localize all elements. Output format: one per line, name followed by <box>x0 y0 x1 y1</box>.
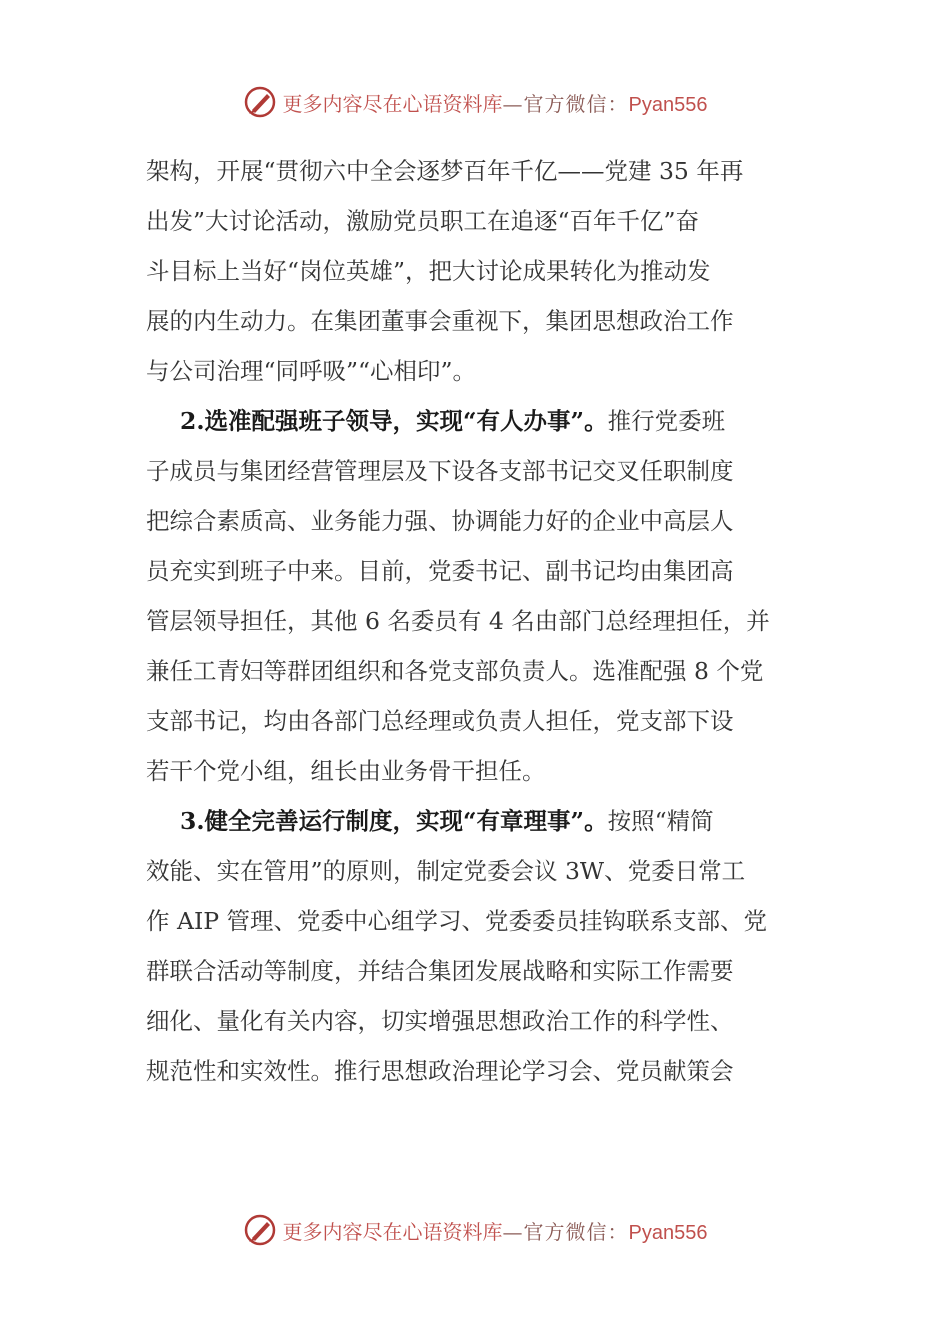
section-heading-3: 3.健全完善运行制度，实现“有章理事”。 <box>180 807 608 835</box>
footer-watermark-text: 更多内容尽在心语资料库—官方微信：Pyan556 <box>282 1219 708 1244</box>
header-watermark <box>0 82 950 122</box>
header-watermark-text: 更多内容尽在心语资料库—官方微信：Pyan556 <box>282 91 708 116</box>
paragraph-3: 3.健全完善运行制度，实现“有章理事”。按照“精简 效能、实在管用”的原则，制定党委会议 3W、党委日常工 作 AIP 管理、党委中心组学习、党委委员挂钩联系支部、党 群联合活动等制度，并结合集团发展战略和实际工作需要 细化、量化有关内容，切实增强思想政治工作的科学性、 规范性和实效性。推行思想政治理论学习会、党员献策会 <box>146 807 768 1085</box>
document-body <box>146 146 808 1096</box>
paragraph-2: 2.选准配强班子领导，实现“有人办事”。推行党委班 子成员与集团经营管理层及下设各支部书记交叉任职制度 把综合素质高、业务能力强、协调能力好的企业中高层人 员充实到班子中来。目前，党委书记、副书记均由集团高 管层领导担任，其他 6 名委员有 4 名由部门总经理担任，并 兼任工青妇等群团组织和各党支部负责人。选准配强 8 个党 支部书记，均由各部门总经理或负责人担任，党支部下设 若干个党小组，组长由业务骨干担任。 <box>146 407 770 785</box>
footer-watermark <box>0 1210 950 1250</box>
paragraph-1: 架构，开展“贯彻六中全会逐梦百年千亿——党建 35 年再 出发”大讨论活动，激励党员职工在追逐“百年千亿”奋 斗目标上当好“岗位英雄”，把大讨论成果转化为推动发 展的内生动力。在集团董事会重视下，集团思想政治工作 与公司治理“同呼吸”“心相印”。 <box>146 157 744 385</box>
section-heading-2: 2.选准配强班子领导，实现“有人办事”。 <box>180 407 608 435</box>
pen-logo-icon <box>243 85 277 119</box>
pen-logo-icon <box>243 1213 277 1247</box>
